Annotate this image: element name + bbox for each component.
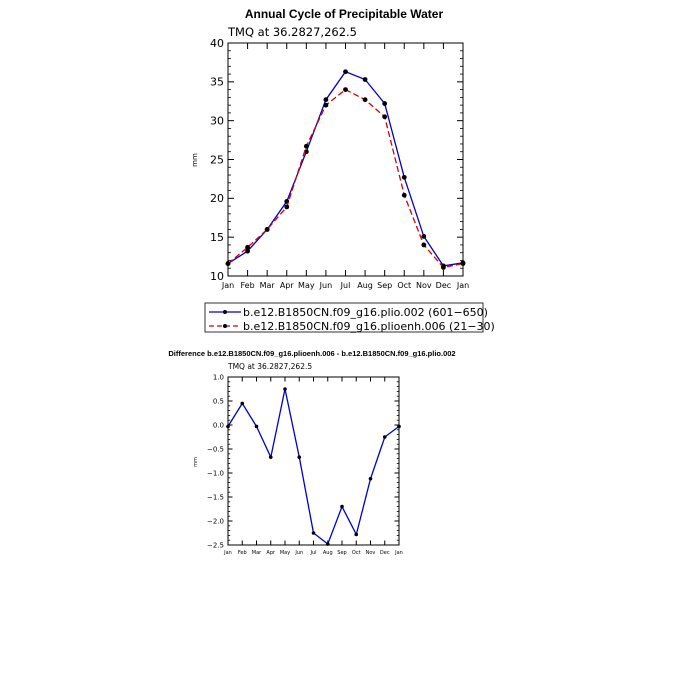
data-point-series-2 xyxy=(363,97,368,102)
x-tick-label: Mar xyxy=(259,281,275,290)
x-tick-label: Oct xyxy=(397,281,412,290)
x-tick-label: Aug xyxy=(322,550,333,556)
data-point-series-1 xyxy=(283,387,287,391)
chart2-plot-frame xyxy=(228,377,399,545)
x-tick-label: Dec xyxy=(379,550,390,556)
data-point-series-1 xyxy=(369,477,373,481)
data-point-series-2 xyxy=(343,87,348,92)
data-point-series-1 xyxy=(354,533,358,537)
legend-label-series-1: b.e12.B1850CN.f09_g16.plio.002 (601−650) xyxy=(243,306,488,319)
y-tick-label: 30 xyxy=(210,114,224,128)
legend-label-series-2: b.e12.B1850CN.f09_g16.plioenh.006 (21−30) xyxy=(243,320,495,333)
y-tick-label: −1.5 xyxy=(207,493,224,502)
x-tick-label: May xyxy=(279,550,291,556)
legend-marker-series-1 xyxy=(223,310,227,314)
y-tick-label: −2.5 xyxy=(207,541,224,550)
x-tick-label: Sep xyxy=(337,550,347,556)
series-line-2 xyxy=(228,90,463,268)
y-tick-label: 40 xyxy=(210,36,224,50)
data-point-series-2 xyxy=(402,193,407,198)
x-tick-label: Apr xyxy=(279,281,294,290)
data-point-series-1 xyxy=(297,455,301,459)
y-tick-label: 0.0 xyxy=(212,421,224,430)
y-tick-label: 35 xyxy=(210,75,224,89)
series-line-1 xyxy=(228,389,399,544)
y-tick-label: −0.5 xyxy=(207,445,224,454)
x-tick-label: Feb xyxy=(237,550,247,556)
data-point-series-1 xyxy=(269,455,273,459)
data-point-series-2 xyxy=(245,245,250,250)
y-tick-label: 25 xyxy=(210,153,224,167)
data-point-series-1 xyxy=(240,402,244,406)
x-tick-label: Jun xyxy=(295,550,304,556)
series-line-1 xyxy=(228,72,463,266)
x-tick-label: Jan xyxy=(456,281,470,290)
data-point-series-1 xyxy=(383,435,387,439)
y-tick-label: −2.0 xyxy=(207,517,224,526)
chart-annual-cycle xyxy=(191,7,495,333)
x-tick-label: Nov xyxy=(365,550,376,556)
y-tick-label: 10 xyxy=(210,269,224,283)
legend-marker-series-2 xyxy=(223,324,227,328)
y-tick-label: 15 xyxy=(210,231,224,245)
data-point-series-1 xyxy=(340,505,344,509)
chart1-y-axis-label: mm xyxy=(191,153,199,167)
data-point-series-1 xyxy=(421,234,426,239)
data-point-series-2 xyxy=(304,144,309,149)
x-tick-label: Jan xyxy=(224,550,232,556)
x-tick-label: Oct xyxy=(351,550,361,556)
x-tick-label: Jan xyxy=(221,281,235,290)
data-point-series-1 xyxy=(382,101,387,106)
chart2-subtitle: TMQ at 36.2827,262.5 xyxy=(228,362,313,371)
chart2-title: Difference b.e12.B1850CN.f09_g16.plioenh.006 - b.e12.B1850CN.f09_g16.plio.002 xyxy=(168,349,456,358)
x-tick-label: Jun xyxy=(319,281,333,290)
chart1-plot-frame xyxy=(228,43,463,276)
x-tick-label: Mar xyxy=(251,550,262,556)
x-tick-label: Nov xyxy=(416,281,432,290)
x-tick-label: May xyxy=(298,281,315,290)
data-point-series-1 xyxy=(255,425,259,429)
data-point-series-1 xyxy=(312,531,316,535)
data-point-series-2 xyxy=(324,103,329,108)
data-point-series-1 xyxy=(324,97,329,102)
y-tick-label: 20 xyxy=(210,192,224,206)
y-tick-label: 1.0 xyxy=(212,373,224,382)
y-tick-label: 0.5 xyxy=(212,397,224,406)
x-tick-label: Feb xyxy=(240,281,255,290)
chart-difference xyxy=(168,349,455,556)
data-point-series-1 xyxy=(343,69,348,74)
x-tick-label: Dec xyxy=(435,281,452,290)
x-tick-label: Sep xyxy=(377,281,393,290)
x-tick-label: Jul xyxy=(310,550,317,556)
data-point-series-2 xyxy=(284,204,289,209)
x-tick-label: Aug xyxy=(357,281,373,290)
chart1-title: Annual Cycle of Precipitable Water xyxy=(244,7,444,21)
chart1-legend xyxy=(205,303,495,333)
data-point-series-1 xyxy=(363,77,368,82)
data-point-series-2 xyxy=(382,114,387,119)
chart1-subtitle: TMQ at 36.2827,262.5 xyxy=(228,25,357,39)
data-point-series-1 xyxy=(402,175,407,180)
data-point-series-2 xyxy=(421,243,426,248)
x-tick-label: Jan xyxy=(395,550,403,556)
chart2-y-axis-label: mm xyxy=(193,457,199,467)
x-tick-label: Apr xyxy=(266,550,276,556)
data-point-series-2 xyxy=(265,227,270,232)
y-tick-label: −1.0 xyxy=(207,469,224,478)
x-tick-label: Jul xyxy=(340,281,351,290)
data-point-series-2 xyxy=(441,265,446,270)
